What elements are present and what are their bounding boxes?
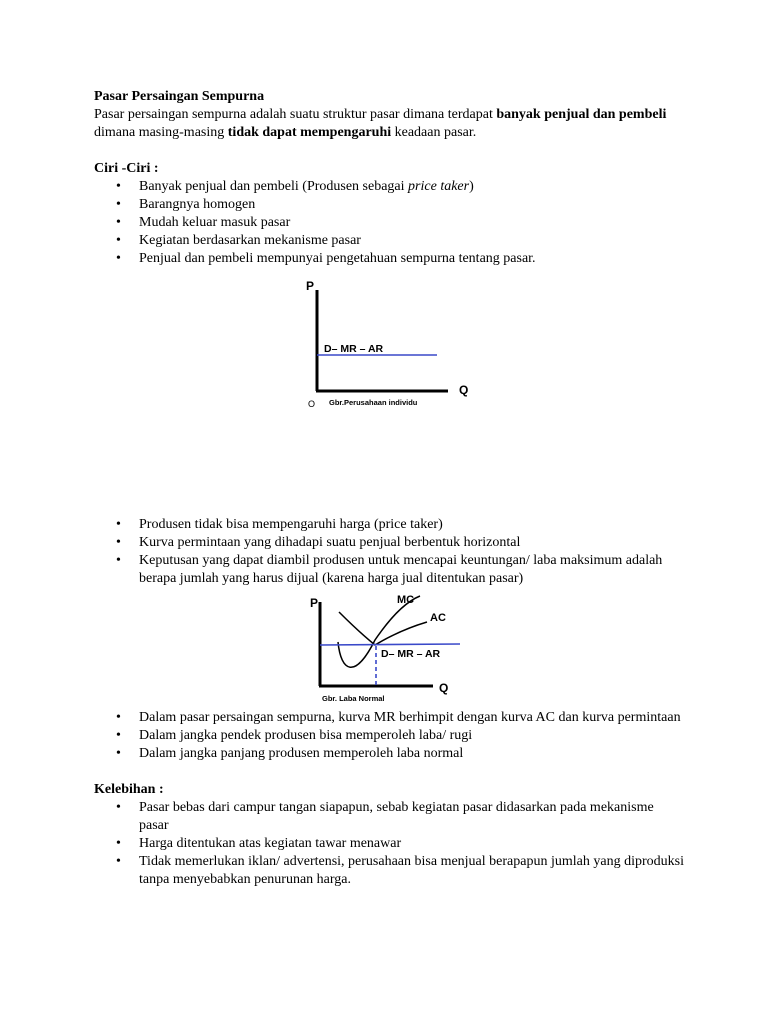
list-item: • Dalam jangka panjang produsen memperoleh laba normal (94, 745, 684, 763)
p-axis-label: P (306, 279, 315, 293)
list-item: • Keputusan yang dapat diambil produsen untuk mencapai keuntungan/ laba maksimum adalah berapa jumlah yang harus dijual (karena harga jual ditentukan pasar) (94, 552, 684, 588)
demand-line (320, 644, 460, 645)
list-item: • Kegiatan berdasarkan mekanisme pasar (94, 232, 684, 250)
list-item: • Harga ditentukan atas kegiatan tawar menawar (94, 835, 684, 853)
demand-line-label: D– MR – AR (324, 343, 384, 355)
origin-label: O (308, 399, 316, 409)
list-3 (94, 709, 684, 763)
list-item: • Penjual dan pembeli mempunyai pengetahuan sempurna tentang pasar. (94, 250, 684, 268)
figure-caption: Gbr.Perusahaan individu (329, 398, 418, 407)
kelebihan-list (94, 799, 684, 889)
figure-perusahaan-individu (300, 278, 490, 413)
list-item: • Dalam pasar persaingan sempurna, kurva MR berhimpit dengan kurva AC dan kurva permintaan (94, 709, 684, 727)
list-item: • Dalam jangka pendek produsen bisa memperoleh laba/ rugi (94, 727, 684, 745)
figure-caption: Gbr. Laba Normal (322, 694, 385, 703)
list-item: • Kurva permintaan yang dihadapi suatu penjual berbentuk horizontal (94, 534, 684, 552)
document-body-2 (94, 516, 684, 588)
ac-label: AC (430, 612, 446, 624)
list-item: • Mudah keluar masuk pasar (94, 214, 684, 232)
list-item: • Barangnya homogen (94, 196, 684, 214)
q-axis-label: Q (459, 383, 469, 397)
list-2 (94, 516, 684, 588)
list-item: • Pasar bebas dari campur tangan siapapun, sebab kegiatan pasar didasarkan pada mekanisme pasar (94, 799, 684, 835)
q-axis-label: Q (439, 681, 449, 695)
figure-laba-normal (305, 590, 465, 705)
list-item: • Tidak memerlukan iklan/ advertensi, perusahaan bisa menjual berapapun jumlah yang diproduksi tanpa menyebabkan penurunan harga. (94, 853, 684, 889)
demand-line-label: D– MR – AR (381, 648, 441, 660)
intro-paragraph: Pasar persaingan sempurna adalah suatu struktur pasar dimana terdapat banyak penjual dan pembeli dimana masing-masing tidak dapat mempengaruhi keadaan pasar. (94, 107, 667, 140)
list-item: • Banyak penjual dan pembeli (Produsen sebagai price taker) (94, 178, 684, 196)
ciri-list (94, 178, 684, 268)
mc-label: MC (397, 594, 415, 606)
p-axis-label: P (310, 596, 319, 610)
kelebihan-heading: Kelebihan : (94, 782, 164, 797)
document-title: Pasar Persaingan Sempurna (94, 89, 265, 104)
ciri-heading: Ciri -Ciri : (94, 161, 159, 176)
list-item: • Produsen tidak bisa mempengaruhi harga (price taker) (94, 516, 684, 534)
document-body (94, 88, 684, 268)
document-body-3 (94, 709, 684, 889)
